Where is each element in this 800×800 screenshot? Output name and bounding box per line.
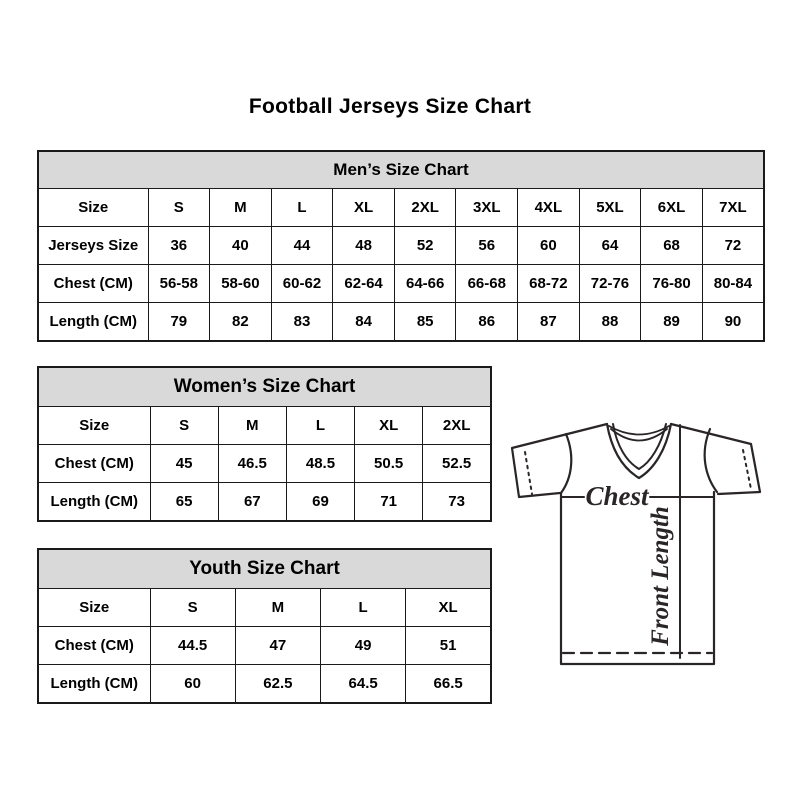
table-title-row xyxy=(38,151,764,189)
jersey-body-outline xyxy=(561,492,714,664)
value-cell: 40 xyxy=(210,227,272,265)
row-label-cell: Chest (CM) xyxy=(38,445,150,483)
row-label-cell: Jerseys Size xyxy=(38,227,148,265)
table-row xyxy=(38,407,491,445)
value-cell: 85 xyxy=(394,303,456,342)
value-cell: 76-80 xyxy=(641,265,703,303)
value-cell: 84 xyxy=(333,303,395,342)
value-cell: 88 xyxy=(579,303,641,342)
row-label-cell: Chest (CM) xyxy=(38,265,148,303)
table-row xyxy=(38,265,764,303)
value-cell: 79 xyxy=(148,303,210,342)
value-cell: 56 xyxy=(456,227,518,265)
value-cell: 69 xyxy=(286,483,354,522)
value-cell: 52 xyxy=(394,227,456,265)
value-cell: 66.5 xyxy=(406,665,491,704)
jersey-right-armhole-seam xyxy=(705,429,717,492)
value-cell: 66-68 xyxy=(456,265,518,303)
value-cell: 56-58 xyxy=(148,265,210,303)
value-cell: S xyxy=(150,407,218,445)
mens-size-table xyxy=(37,150,765,342)
value-cell: 73 xyxy=(423,483,491,522)
value-cell: XL xyxy=(355,407,423,445)
value-cell: 80-84 xyxy=(702,265,764,303)
value-cell: 62-64 xyxy=(333,265,395,303)
chest-label: Chest xyxy=(585,481,649,511)
value-cell: 2XL xyxy=(423,407,491,445)
value-cell: 71 xyxy=(355,483,423,522)
value-cell: 50.5 xyxy=(355,445,423,483)
value-cell: 86 xyxy=(456,303,518,342)
value-cell: 62.5 xyxy=(235,665,320,704)
value-cell: XL xyxy=(406,589,491,627)
front-length-label: Front Length xyxy=(647,506,674,646)
value-cell: 46.5 xyxy=(218,445,286,483)
value-cell: 60-62 xyxy=(271,265,333,303)
row-label-cell: Chest (CM) xyxy=(38,627,150,665)
table-row xyxy=(38,227,764,265)
value-cell: 4XL xyxy=(518,189,580,227)
table-row xyxy=(38,665,491,704)
value-cell: 45 xyxy=(150,445,218,483)
value-cell: 64.5 xyxy=(321,665,406,704)
value-cell: 72 xyxy=(702,227,764,265)
value-cell: 65 xyxy=(150,483,218,522)
value-cell: M xyxy=(218,407,286,445)
value-cell: M xyxy=(235,589,320,627)
jersey-measurement-diagram xyxy=(495,410,785,675)
table-row xyxy=(38,445,491,483)
value-cell: 68-72 xyxy=(518,265,580,303)
value-cell: 3XL xyxy=(456,189,518,227)
value-cell: L xyxy=(321,589,406,627)
table-row xyxy=(38,627,491,665)
table-title-row xyxy=(38,367,491,407)
value-cell: 58-60 xyxy=(210,265,272,303)
value-cell: 64-66 xyxy=(394,265,456,303)
value-cell: 6XL xyxy=(641,189,703,227)
value-cell: 87 xyxy=(518,303,580,342)
jersey-right-sleeve-outline xyxy=(671,424,760,494)
value-cell: S xyxy=(148,189,210,227)
page-title: Football Jerseys Size Chart xyxy=(248,95,532,118)
youth-table-title: Youth Size Chart xyxy=(38,549,491,589)
value-cell: 5XL xyxy=(579,189,641,227)
value-cell: 82 xyxy=(210,303,272,342)
row-label-cell: Length (CM) xyxy=(38,483,150,522)
value-cell: 68 xyxy=(641,227,703,265)
row-label-cell: Length (CM) xyxy=(38,665,150,704)
value-cell: 89 xyxy=(641,303,703,342)
table-title-row xyxy=(38,549,491,589)
value-cell: 67 xyxy=(218,483,286,522)
table-row xyxy=(38,303,764,342)
value-cell: 36 xyxy=(148,227,210,265)
row-label-cell: Length (CM) xyxy=(38,303,148,342)
womens-table-title: Women’s Size Chart xyxy=(38,367,491,407)
row-label-cell: Size xyxy=(38,589,150,627)
value-cell: 83 xyxy=(271,303,333,342)
jersey-left-sleeve-stitch-line xyxy=(525,452,532,494)
value-cell: M xyxy=(210,189,272,227)
jersey-left-armhole-seam xyxy=(561,434,571,493)
womens-size-table xyxy=(37,366,492,522)
value-cell: 72-76 xyxy=(579,265,641,303)
value-cell: S xyxy=(150,589,235,627)
mens-table-title: Men’s Size Chart xyxy=(38,151,764,189)
youth-size-table xyxy=(37,548,492,704)
value-cell: 52.5 xyxy=(423,445,491,483)
value-cell: L xyxy=(286,407,354,445)
value-cell: 60 xyxy=(150,665,235,704)
value-cell: 44.5 xyxy=(150,627,235,665)
value-cell: 51 xyxy=(406,627,491,665)
value-cell: 47 xyxy=(235,627,320,665)
value-cell: 2XL xyxy=(394,189,456,227)
value-cell: L xyxy=(271,189,333,227)
value-cell: 90 xyxy=(702,303,764,342)
value-cell: 49 xyxy=(321,627,406,665)
value-cell: 64 xyxy=(579,227,641,265)
value-cell: 7XL xyxy=(702,189,764,227)
table-row xyxy=(38,589,491,627)
value-cell: 44 xyxy=(271,227,333,265)
row-label-cell: Size xyxy=(38,189,148,227)
value-cell: 48.5 xyxy=(286,445,354,483)
table-row xyxy=(38,189,764,227)
row-label-cell: Size xyxy=(38,407,150,445)
jersey-right-sleeve-stitch-line xyxy=(743,450,751,489)
value-cell: XL xyxy=(333,189,395,227)
value-cell: 60 xyxy=(518,227,580,265)
table-row xyxy=(38,483,491,522)
value-cell: 48 xyxy=(333,227,395,265)
